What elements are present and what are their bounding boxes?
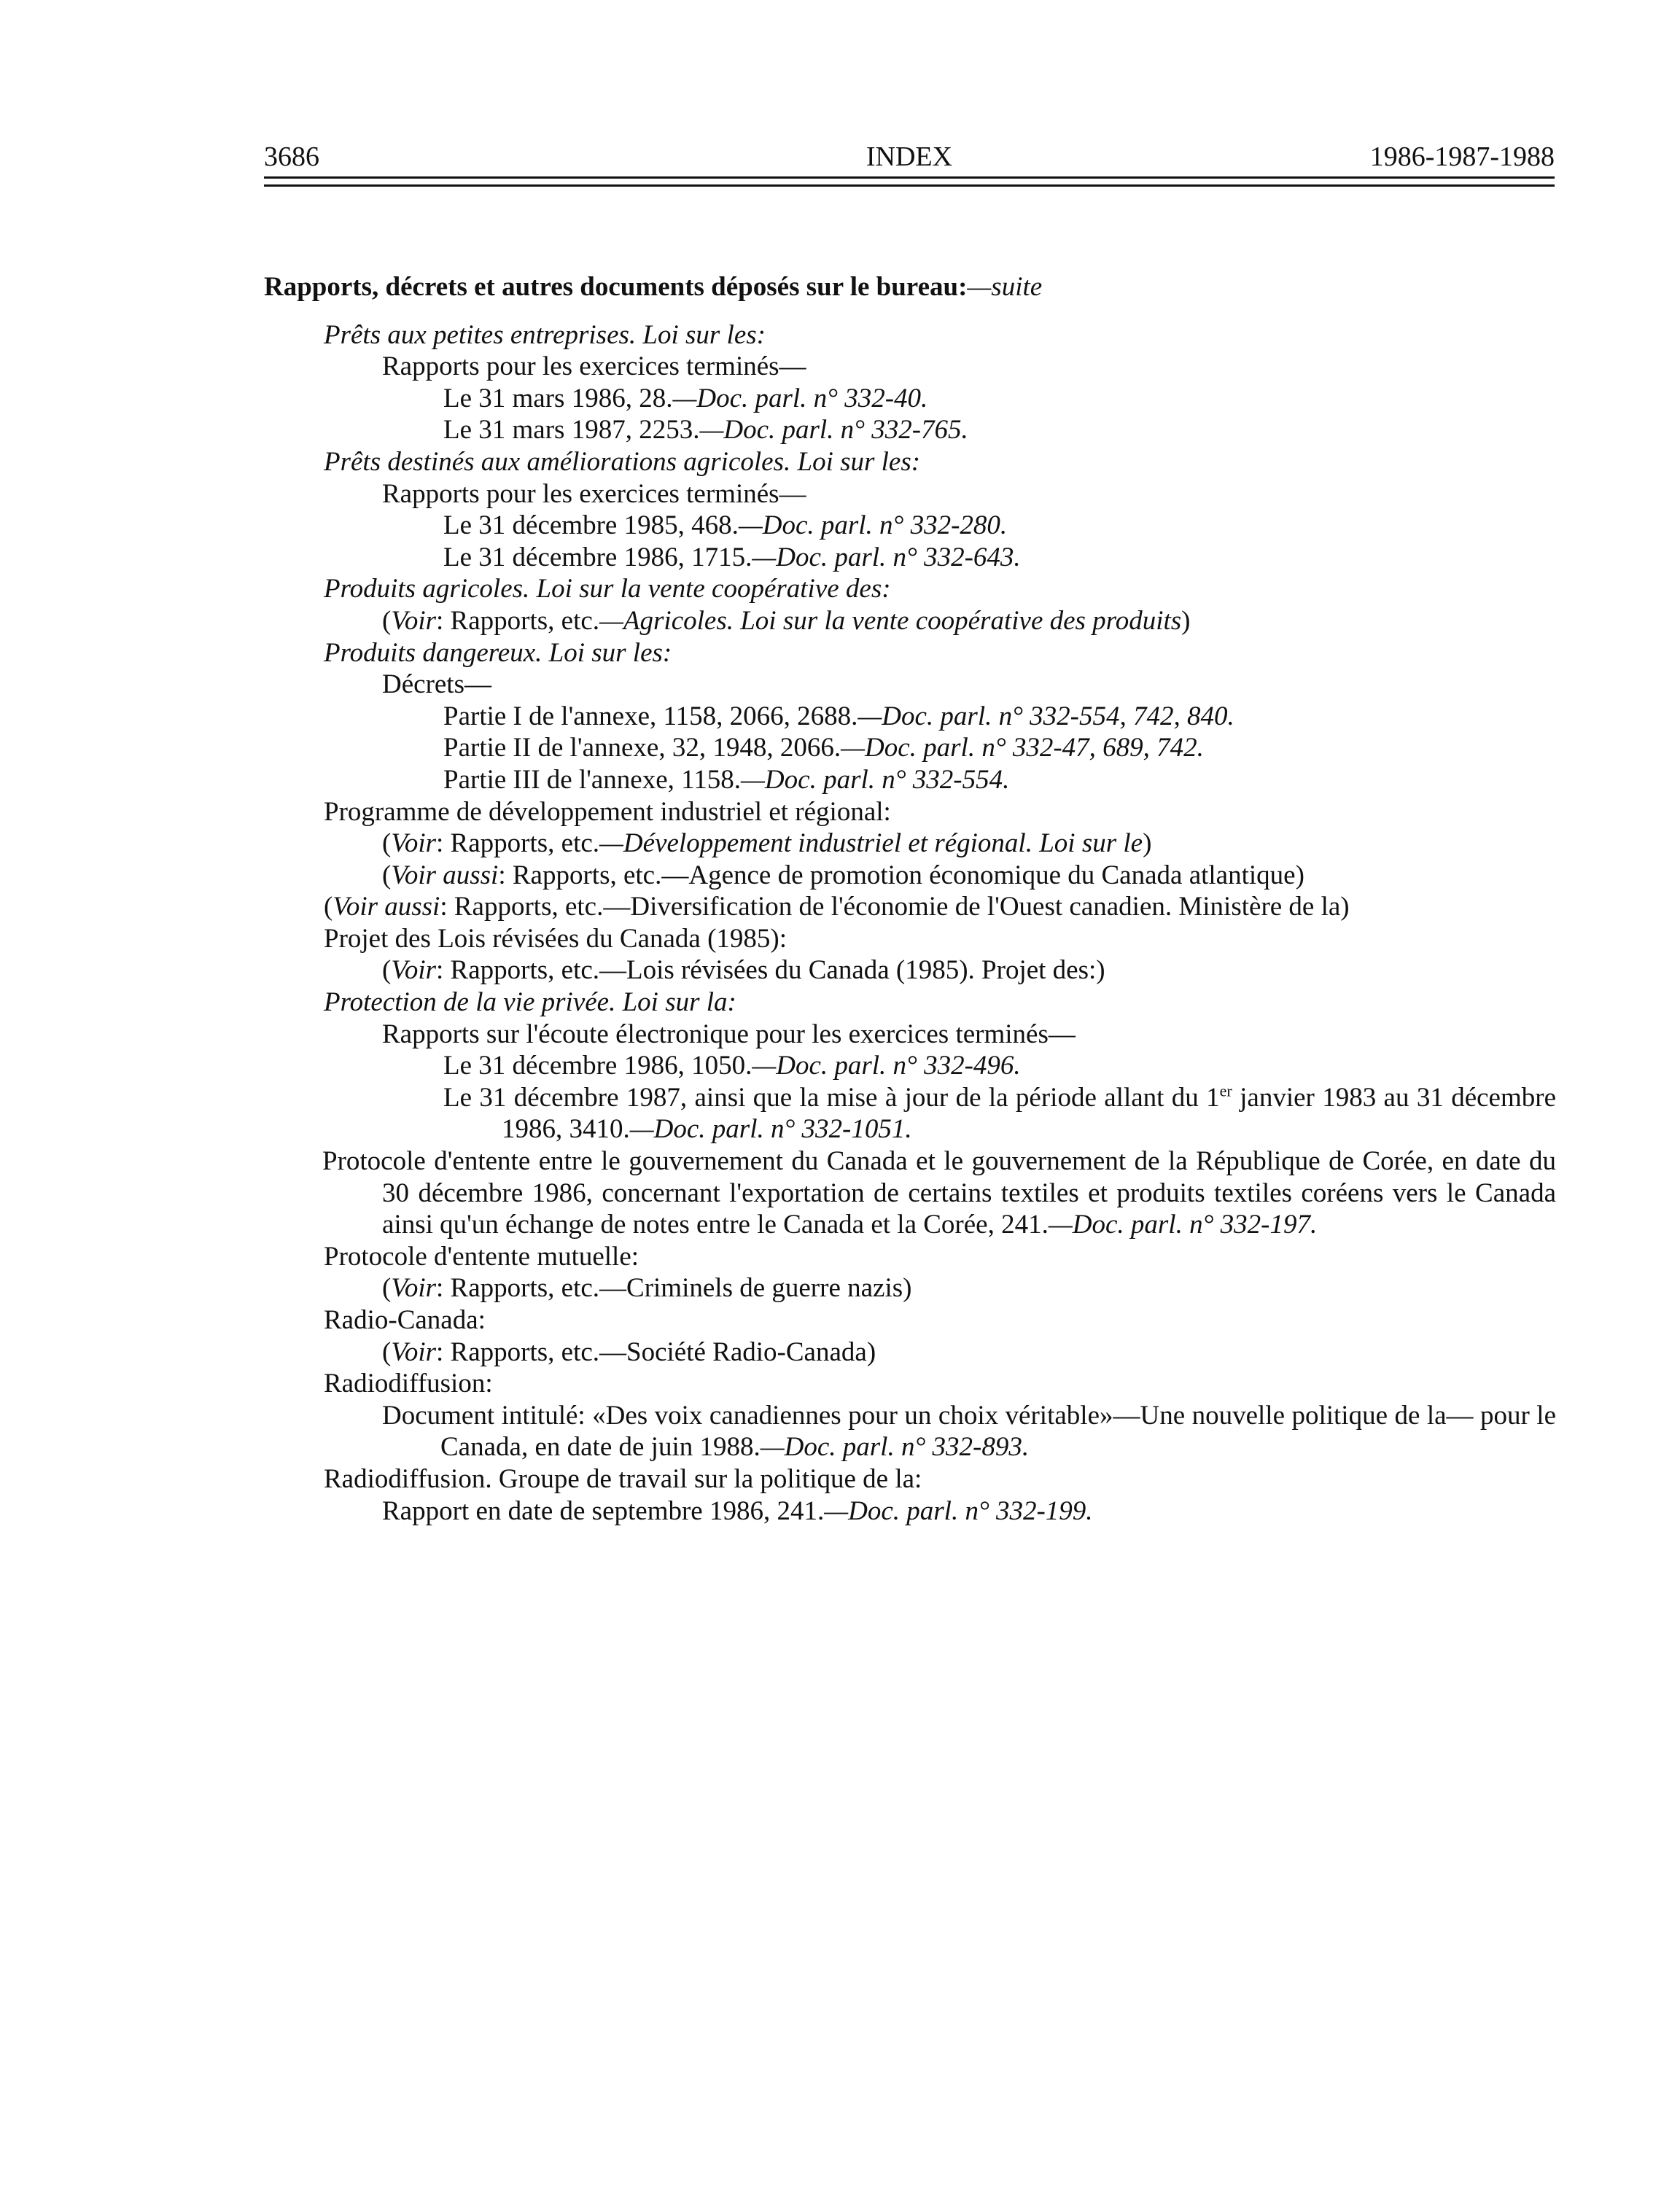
cross-reference	[264, 1272, 1556, 1304]
item-text: Le 31 mars 1987, 2253.	[443, 415, 700, 446]
paren-open: (	[382, 860, 392, 890]
item-reference: —Doc. parl. n° 332-280.	[738, 510, 1008, 541]
item-text: Protocole d'entente entre le gouvernement du Canada et le gouvernement de la République de Corée, en date du 30 décembre 1986, concernant l'exportation de certains textiles et produits textiles coréens vers le Canada ainsi qu'un échange de notes entre le Canada et la Corée, 241.	[322, 1146, 1556, 1240]
entry-item	[264, 701, 1556, 733]
entry-title: Protection de la vie privée. Loi sur la:	[324, 987, 736, 1018]
item-reference: —Doc. parl. n° 332-496.	[752, 1051, 1021, 1081]
item-reference: —Doc. parl. n° 332-643.	[752, 542, 1021, 572]
item-text-continued: janvier 1983 au 31 décembre 1986, 3410.	[502, 1082, 1556, 1145]
item-reference: —Doc. parl. n° 332-40.	[672, 383, 928, 413]
paren-open: (	[382, 955, 392, 986]
cross-reference	[264, 954, 1556, 987]
entry-item	[264, 1495, 1556, 1528]
item-text: Partie II de l'annexe, 32, 1948, 2066.	[443, 733, 841, 763]
paren-close: )	[1143, 828, 1152, 859]
paren-open: (	[382, 828, 392, 859]
entry-title: Produits agricoles. Loi sur la vente coopérative des:	[324, 574, 891, 604]
item-text: Le 31 décembre 1987, ainsi que la mise à jour de la période allant du 1	[443, 1082, 1220, 1113]
entry-title: Radiodiffusion. Groupe de travail sur la politique de la:	[324, 1463, 922, 1494]
voir-label: Voir aussi	[391, 860, 499, 890]
page-years: 1986-1987-1988	[1369, 141, 1555, 172]
superscript: er	[1219, 1081, 1232, 1100]
header-rule-bottom	[264, 184, 1555, 187]
index-content	[264, 271, 1556, 1527]
item-reference: —Doc. parl. n° 332-199.	[824, 1495, 1093, 1526]
entry-title: Radiodiffusion:	[324, 1369, 493, 1399]
item-reference: —Doc. parl. n° 332-893.	[760, 1432, 1030, 1463]
cross-reference	[264, 1337, 1556, 1369]
entry-item	[264, 764, 1556, 796]
entry-item	[264, 383, 1556, 415]
voir-label: Voir	[391, 828, 437, 859]
entry-item	[264, 732, 1556, 764]
item-reference: —Doc. parl. n° 332-1051.	[629, 1114, 912, 1145]
item-reference: —Doc. parl. n° 332-554, 742, 840.	[858, 701, 1234, 731]
page-title: INDEX	[866, 141, 953, 172]
item-text: Le 31 mars 1986, 28.	[443, 383, 673, 413]
section-heading	[264, 271, 1556, 303]
entry-title: Programme de développement industriel et régional:	[324, 796, 891, 827]
voir-reference: —Développement industriel et régional. Loi sur le	[599, 828, 1143, 859]
entry-paragraph	[264, 1145, 1556, 1241]
voir-text: : Rapports, etc.—Criminels de guerre nazis)	[436, 1273, 912, 1304]
voir-text: : Rapports, etc.	[436, 605, 600, 636]
item-text: Partie I de l'annexe, 1158, 2066, 2688.	[443, 701, 858, 731]
item-reference: —Doc. parl. n° 332-197.	[1048, 1210, 1318, 1240]
paren-open: (	[324, 892, 333, 922]
item-text: Le 31 décembre 1986, 1715.	[443, 542, 752, 572]
header-rule-top	[264, 176, 1555, 179]
entry-subheading: Rapports pour les exercices terminés—	[382, 351, 806, 382]
entry-item	[264, 1082, 1556, 1145]
voir-text: : Rapports, etc.—Société Radio-Canada)	[436, 1337, 876, 1367]
item-text: Rapport en date de septembre 1986, 241.	[382, 1495, 825, 1526]
entry-item	[264, 510, 1556, 542]
section-heading-suffix: —suite	[967, 272, 1043, 302]
paren-open: (	[382, 605, 392, 636]
entry-item	[264, 542, 1556, 574]
entry-title: Radio-Canada:	[324, 1305, 486, 1335]
voir-reference: —Agricoles. Loi sur la vente coopérative des produits	[599, 605, 1182, 636]
cross-reference	[264, 828, 1556, 860]
paren-open: (	[382, 1337, 392, 1367]
voir-text: : Rapports, etc.—Agence de promotion économique du Canada atlantique)	[498, 860, 1304, 890]
entry-subheading: Décrets—	[382, 669, 491, 700]
entry-subheading: Rapports pour les exercices terminés—	[382, 478, 806, 509]
entry-title: Protocole d'entente mutuelle:	[324, 1241, 639, 1272]
voir-label: Voir	[391, 1337, 437, 1367]
voir-label: Voir	[391, 955, 437, 986]
item-reference: —Doc. parl. n° 332-554.	[741, 764, 1010, 795]
entry-item	[264, 1050, 1556, 1082]
paren-close: )	[1181, 605, 1191, 636]
entry-item	[264, 414, 1556, 446]
voir-text: : Rapports, etc.—Diversification de l'économie de l'Ouest canadien. Ministère de la)	[440, 892, 1350, 922]
entry-title: Projet des Lois révisées du Canada (1985):	[324, 923, 788, 954]
item-text: Document intitulé: «Des voix canadiennes pour un choix véritable»—Une nouvelle politique de la— pour le Canada, en date de juin 1988.	[382, 1400, 1556, 1463]
entry-subheading: Rapports sur l'écoute électronique pour les exercices terminés—	[382, 1019, 1076, 1049]
voir-text: : Rapports, etc.—Lois révisées du Canada (1985). Projet des:)	[436, 955, 1105, 986]
paren-open: (	[382, 1273, 392, 1304]
item-reference: —Doc. parl. n° 332-47, 689, 742.	[841, 733, 1204, 763]
page-header	[264, 139, 1555, 175]
spacer	[264, 303, 1556, 319]
voir-label: Voir	[391, 605, 437, 636]
entry-title: Prêts destinés aux améliorations agricoles. Loi sur les:	[324, 446, 921, 477]
voir-label: Voir aussi	[332, 892, 440, 922]
section-heading-main: Rapports, décrets et autres documents déposés sur le bureau:	[264, 272, 968, 302]
entry-item	[264, 1400, 1556, 1463]
entry-title: Produits dangereux. Loi sur les:	[324, 637, 672, 668]
cross-reference	[264, 891, 1556, 923]
item-text: Partie III de l'annexe, 1158.	[443, 764, 742, 795]
page-number: 3686	[264, 141, 319, 172]
voir-label: Voir	[391, 1273, 437, 1304]
cross-reference	[264, 605, 1556, 637]
item-text: Le 31 décembre 1985, 468.	[443, 510, 739, 541]
voir-text: : Rapports, etc.	[436, 828, 600, 859]
entry-title: Prêts aux petites entreprises. Loi sur les:	[324, 319, 766, 350]
item-text: Le 31 décembre 1986, 1050.	[443, 1051, 752, 1081]
item-reference: —Doc. parl. n° 332-765.	[699, 415, 968, 446]
cross-reference	[264, 860, 1556, 892]
